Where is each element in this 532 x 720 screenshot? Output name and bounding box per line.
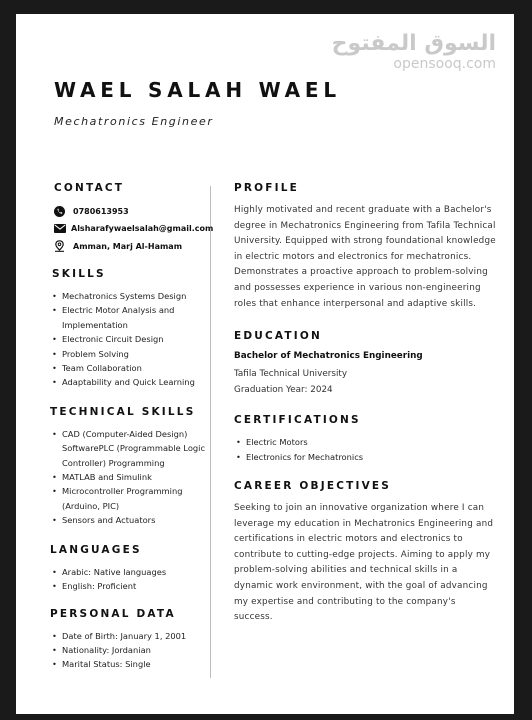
contact-section bbox=[50, 182, 214, 252]
location-pin-icon bbox=[54, 240, 68, 252]
phone-icon bbox=[54, 206, 68, 217]
watermark-arabic: السوق المفتوح bbox=[331, 31, 496, 56]
certifications-list bbox=[234, 435, 496, 464]
phone-number: 0780613953 bbox=[73, 207, 129, 216]
list-item: • Microcontroller Programming (Arduino, PIC) bbox=[50, 484, 210, 513]
opensooq-watermark bbox=[332, 32, 496, 72]
languages-section bbox=[50, 544, 210, 594]
address-text: Amman, Marj Al-Hamam bbox=[73, 241, 183, 251]
contact-phone bbox=[54, 206, 210, 217]
list-item: • Mechatronics Systems Design bbox=[50, 289, 210, 303]
career-objectives-text: Seeking to join an innovative organization where I can leverage my education in Mechatronics Engineering and certifications in electric motors and electronics to contribute to cutting-edge projects. Aiming to apply my problem-solving abilities and technical skills in a dynamic work environment, with the goal of advancing my expertise and contributing to the company's success. bbox=[234, 502, 494, 623]
contact-heading: CONTACT bbox=[54, 182, 125, 194]
skills-section bbox=[50, 268, 210, 390]
list-item: • Date of Birth: January 1, 2001 bbox=[50, 629, 210, 643]
list-item: • Marital Status: Single bbox=[50, 657, 210, 671]
list-item: • Electric Motors bbox=[234, 435, 496, 449]
technical-skills-section bbox=[50, 406, 210, 528]
list-item: • Arabic: Native languages bbox=[50, 565, 210, 579]
list-item: • CAD (Computer-Aided Design) SoftwarePLC (Programmable Logic Controller) Programming bbox=[50, 427, 210, 470]
email-address: Alsharafywaelsalah@gmail.com bbox=[71, 224, 214, 233]
profile-heading: PROFILE bbox=[234, 182, 300, 194]
list-item: • Team Collaboration bbox=[50, 361, 210, 375]
candidate-title: Mechatronics Engineer bbox=[54, 115, 214, 128]
list-item: • Sensors and Actuators bbox=[50, 513, 210, 527]
list-item: • English: Proficient bbox=[50, 579, 210, 593]
watermark-latin: opensooq.com bbox=[393, 56, 496, 72]
resume-page bbox=[16, 14, 514, 714]
column-divider bbox=[210, 186, 211, 678]
list-item: • Electronic Circuit Design bbox=[50, 332, 210, 346]
certifications-section bbox=[234, 414, 496, 464]
degree-title: Bachelor of Mechatronics Engineering bbox=[234, 351, 423, 362]
personal-data-list bbox=[50, 629, 210, 672]
languages-list bbox=[50, 565, 210, 594]
list-item: • MATLAB and Simulink bbox=[50, 470, 210, 484]
personal-data-section bbox=[50, 608, 210, 672]
email-icon bbox=[54, 224, 66, 233]
skills-list bbox=[50, 289, 210, 390]
certifications-heading: CERTIFICATIONS bbox=[234, 414, 361, 427]
skills-heading: SKILLS bbox=[52, 268, 106, 280]
career-objectives-section bbox=[234, 480, 496, 626]
education-heading: EDUCATION bbox=[234, 330, 323, 343]
candidate-name: WAEL SALAH WAEL bbox=[54, 78, 341, 102]
career-objectives-heading: CAREER OBJECTIVES bbox=[234, 479, 392, 492]
list-item: • Electric Motor Analysis and Implementation bbox=[50, 303, 210, 332]
technical-skills-heading: TECHNICAL SKILLS bbox=[50, 405, 196, 418]
languages-heading: LANGUAGES bbox=[50, 543, 142, 556]
profile-text: Highly motivated and recent graduate with a Bachelor's degree in Mechatronics Engineering from Tafila Technical University. Equipped with strong foundational knowledge in electric motors and electronics for mechatronics. Demonstrates a proactive approach to problem-solving and possesses experience in various non-engineering roles that enhance interpersonal and adaptive skills. bbox=[234, 205, 496, 309]
contact-address bbox=[54, 240, 210, 252]
education-section bbox=[234, 330, 496, 398]
left-column bbox=[50, 168, 214, 672]
right-column bbox=[234, 168, 496, 626]
personal-data-heading: PERSONAL DATA bbox=[50, 607, 176, 620]
list-item: • Adaptability and Quick Learning bbox=[50, 375, 210, 389]
contact-email bbox=[54, 224, 214, 233]
university-name: Tafila Technical University bbox=[234, 369, 348, 380]
technical-skills-list bbox=[50, 427, 210, 528]
graduation-year: Graduation Year: 2024 bbox=[234, 384, 333, 395]
profile-section bbox=[234, 182, 496, 312]
list-item: • Problem Solving bbox=[50, 347, 210, 361]
list-item: • Electronics for Mechatronics bbox=[234, 450, 496, 464]
list-item: • Nationality: Jordanian bbox=[50, 643, 210, 657]
